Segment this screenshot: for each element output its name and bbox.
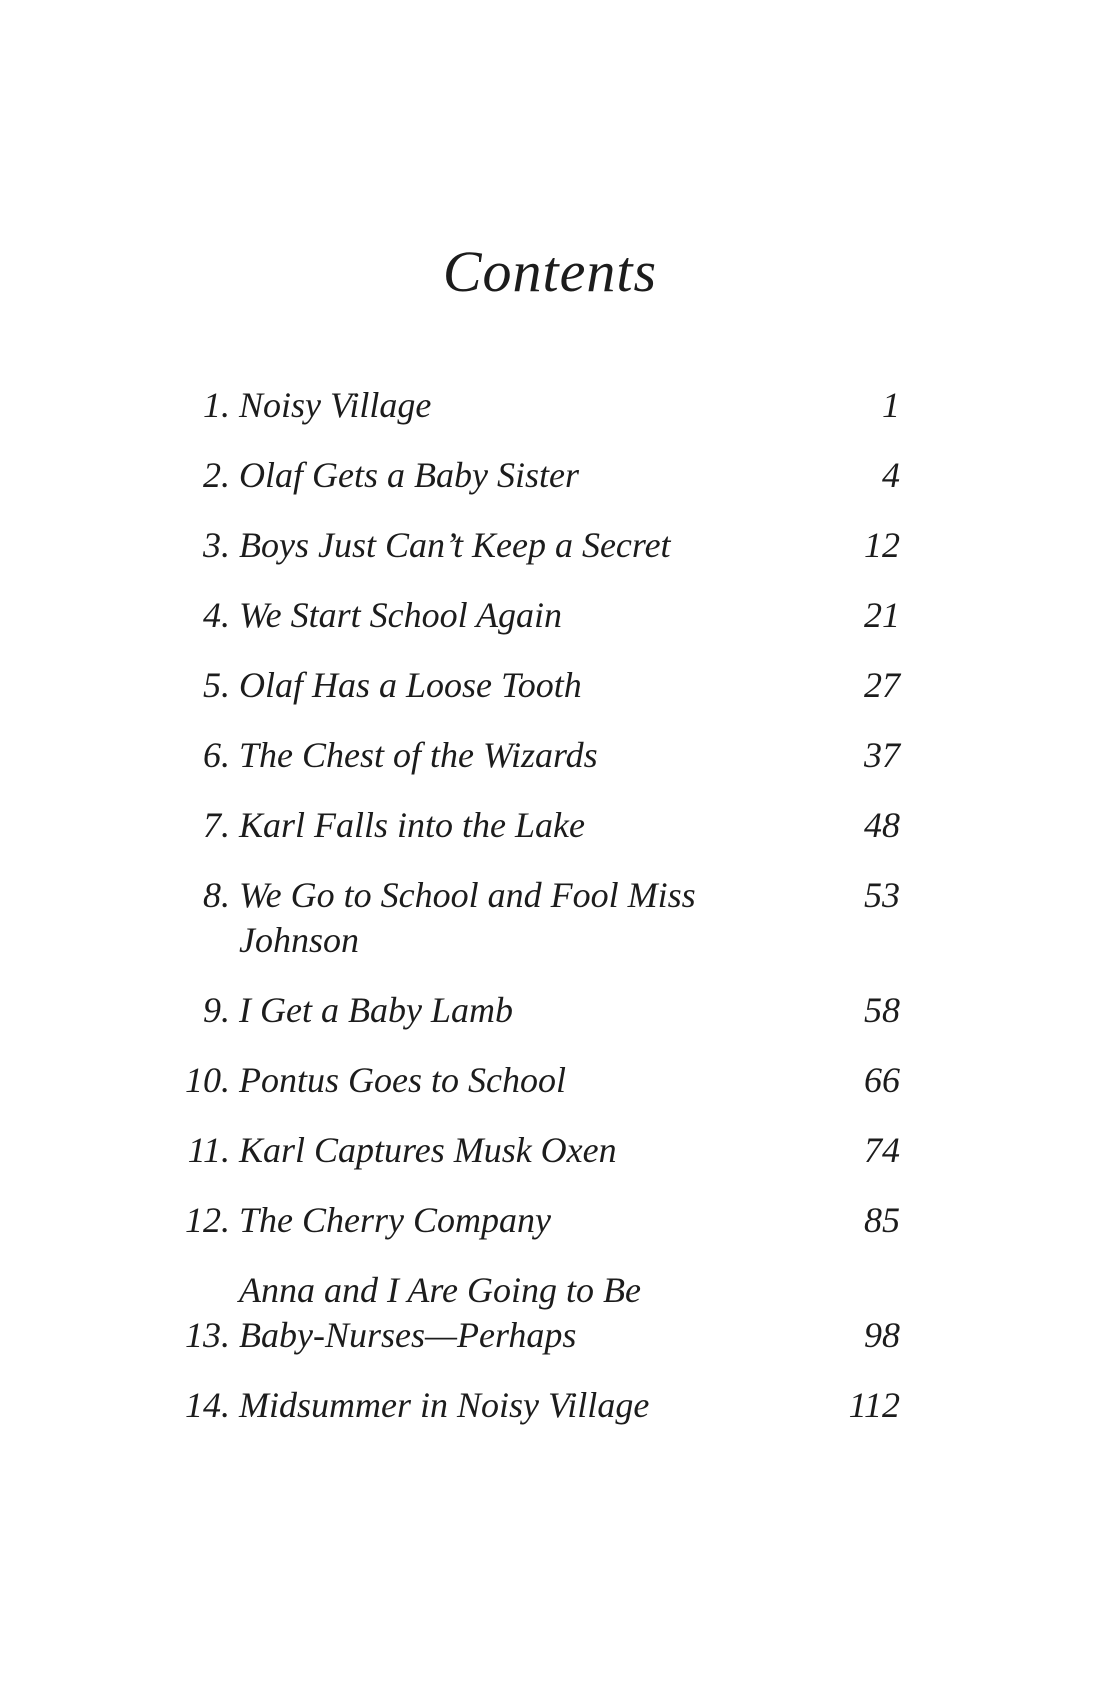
entry-title: Olaf Has a Loose Tooth: [239, 665, 582, 705]
entry-page: 74: [864, 1130, 900, 1170]
page-title: Contents: [442, 239, 658, 304]
toc-entry-4: [175, 593, 900, 638]
entry-number: 11.: [187, 1130, 230, 1170]
entry-page: 4: [882, 455, 900, 495]
entry-number: 10.: [185, 1060, 230, 1100]
entry-page: 37: [864, 735, 900, 775]
entry-title-line-2: Baby-Nurses—Perhaps: [239, 1315, 577, 1355]
toc-entry-10: [175, 1058, 900, 1103]
entry-title: Boys Just Can’t Keep a Secret: [239, 525, 671, 565]
entry-title-line-1: Anna and I Are Going to Be: [239, 1270, 641, 1310]
entry-title: Olaf Gets a Baby Sister: [239, 455, 579, 495]
entry-title: We Go to School and Fool Miss Johnson: [239, 875, 696, 960]
entry-page: 112: [848, 1385, 900, 1425]
entry-page: 48: [864, 805, 900, 845]
entry-title: The Chest of the Wizards: [239, 735, 598, 775]
toc-entry-11: [175, 1128, 900, 1173]
entry-page: 27: [864, 665, 900, 705]
entry-number: 1.: [203, 385, 230, 425]
entry-title: Karl Falls into the Lake: [239, 805, 585, 845]
entry-page: 85: [864, 1200, 900, 1240]
entry-number: 2.: [203, 455, 230, 495]
entry-title: Pontus Goes to School: [239, 1060, 566, 1100]
toc-entry-3: [175, 523, 900, 568]
toc-entry-5: [175, 663, 900, 708]
entry-page: 66: [864, 1060, 900, 1100]
entry-title: Noisy Village: [239, 385, 432, 425]
entry-title: The Cherry Company: [239, 1200, 551, 1240]
toc-entry-6: [175, 733, 900, 778]
toc-entry-9: [175, 988, 900, 1033]
entry-title: We Start School Again: [239, 595, 562, 635]
entry-page: 1: [882, 385, 900, 425]
entry-page: 53: [864, 875, 900, 915]
entry-number: 12.: [185, 1200, 230, 1240]
toc-entry-8: [175, 873, 900, 963]
entry-number: 7.: [203, 805, 230, 845]
entry-title: Karl Captures Musk Oxen: [239, 1130, 617, 1170]
entry-number: 9.: [203, 990, 230, 1030]
toc-entry-1: [175, 383, 900, 428]
entry-page: 98: [864, 1315, 900, 1355]
entry-page: 21: [864, 595, 900, 635]
toc-entry-12: [175, 1198, 900, 1243]
entry-number: 13.: [185, 1315, 230, 1355]
toc-entry-7: [175, 803, 900, 848]
toc-list: [0, 383, 1100, 1428]
entry-number: 14.: [185, 1385, 230, 1425]
entry-number: 5.: [203, 665, 230, 705]
toc-entry-14: [175, 1383, 900, 1428]
entry-number: 3.: [203, 525, 230, 565]
entry-title: Midsummer in Noisy Village: [239, 1385, 650, 1425]
entry-number: 4.: [203, 595, 230, 635]
toc-entry-2: [175, 453, 900, 498]
entry-page: 12: [864, 525, 900, 565]
entry-title: I Get a Baby Lamb: [239, 990, 513, 1030]
entry-page: 58: [864, 990, 900, 1030]
entry-number: 8.: [203, 875, 230, 915]
entry-title: [239, 1268, 790, 1358]
toc-entry-13: [175, 1268, 900, 1358]
entry-number: 6.: [203, 735, 230, 775]
